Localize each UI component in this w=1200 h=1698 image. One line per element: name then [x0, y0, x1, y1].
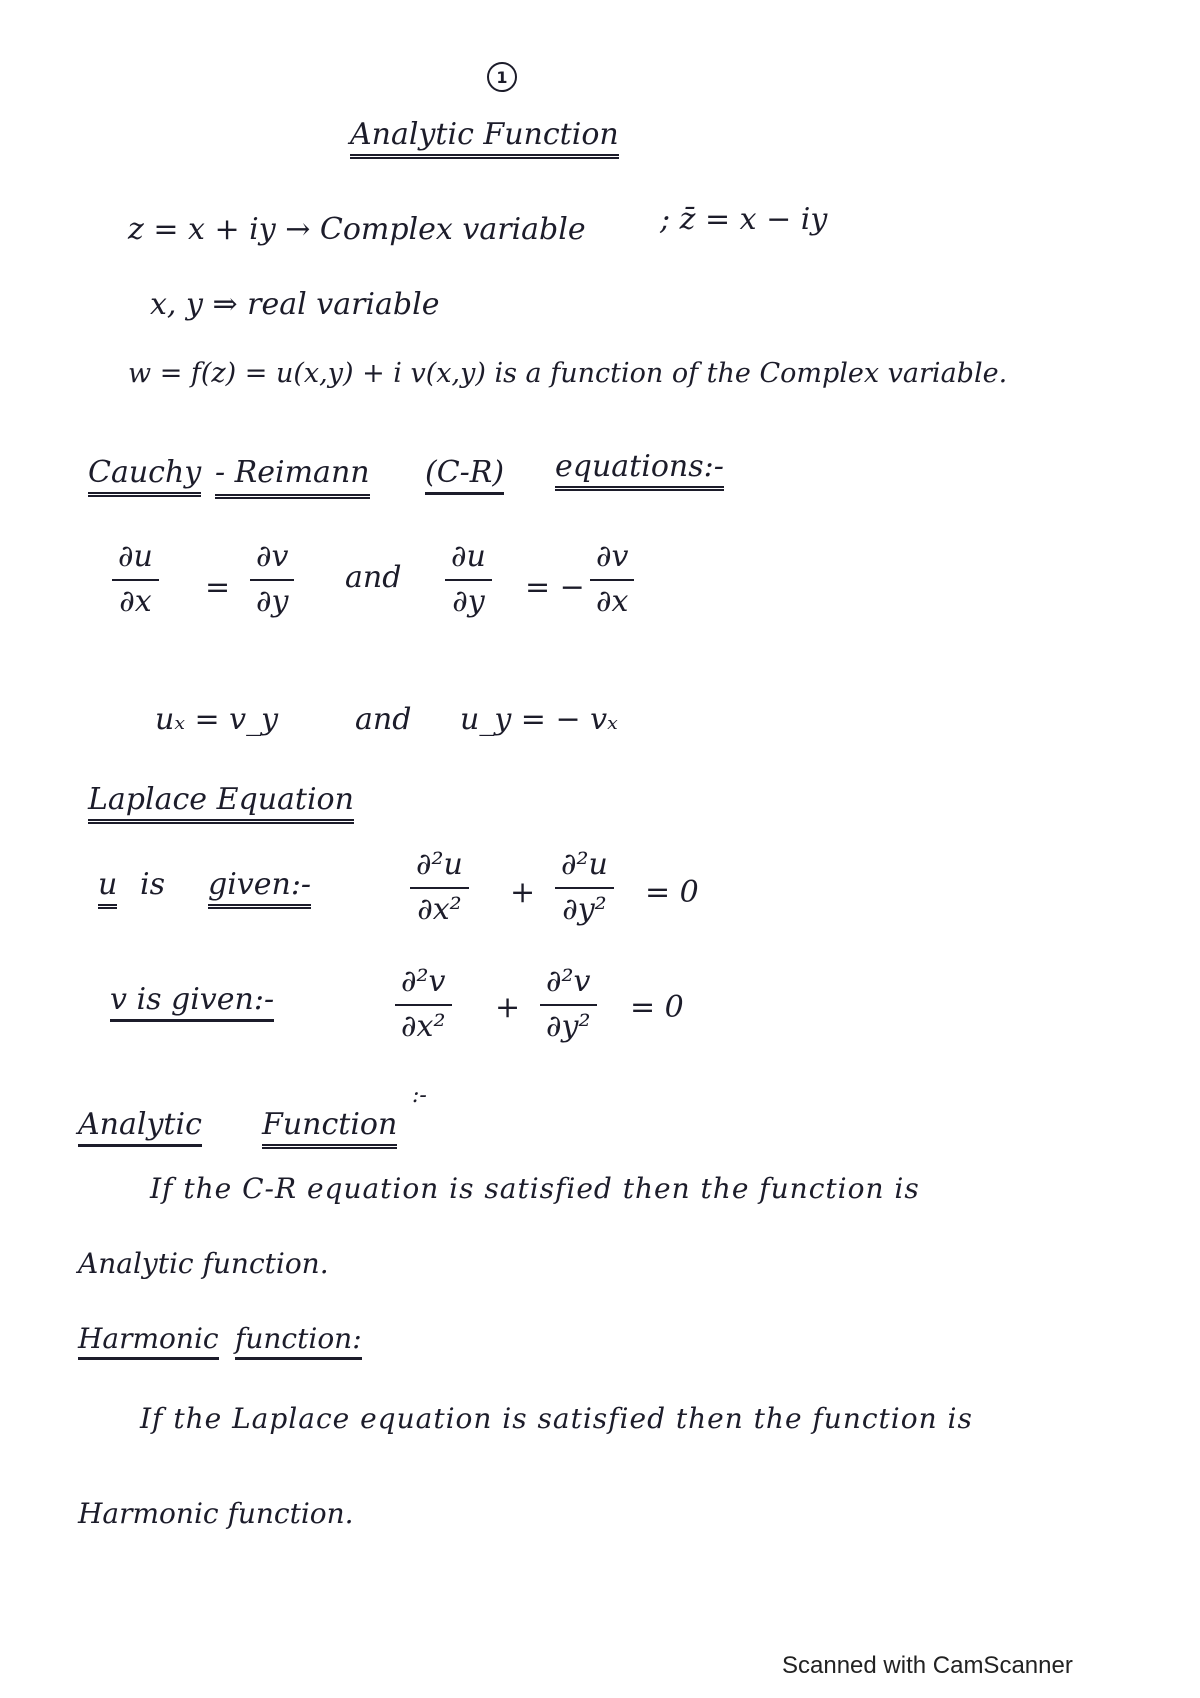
laplace-frac-den: ∂y²	[562, 891, 607, 927]
laplace-u-given: given:-	[208, 870, 311, 909]
cr-short-form-1: uₓ = v_y	[155, 702, 279, 737]
cr-frac-den: ∂y	[256, 583, 289, 619]
laplace-frac-den: ∂x²	[417, 891, 462, 927]
cr-frac-den: ∂x	[596, 583, 629, 619]
cr-equals-neg: = −	[525, 570, 585, 605]
laplace-frac-den: ∂y²	[546, 1008, 591, 1044]
laplace-u-d2x	[410, 848, 469, 927]
laplace-v-d2y	[540, 965, 597, 1044]
cr-short-and: and	[355, 702, 412, 737]
laplace-v-equals-zero: = 0	[630, 990, 684, 1025]
harmonic-heading-a: Harmonic	[78, 1325, 219, 1360]
laplace-u-plus: +	[510, 875, 536, 910]
conjugate-definition: ; z̄ = x − iy	[660, 202, 828, 237]
cr-frac-den: ∂x	[119, 583, 152, 619]
laplace-v-d2x	[395, 965, 452, 1044]
laplace-v-given: v is given:-	[110, 985, 274, 1022]
cr-heading-cauchy: Cauchy	[88, 458, 201, 497]
analytic-heading-a: Analytic	[78, 1110, 202, 1147]
laplace-u-symbol: u	[98, 870, 117, 909]
laplace-v-plus: +	[495, 990, 521, 1025]
function-definition: w = f(z) = u(x,y) + i v(x,y) is a function of the Complex variable.	[128, 358, 1008, 389]
cr-frac-dv-dy	[250, 540, 294, 619]
cr-frac-dv-dx	[590, 540, 634, 619]
cr-short-form-2: u_y = − vₓ	[460, 702, 618, 737]
harmonic-text-line1: If the Laplace equation is satisfied then the function is	[140, 1402, 973, 1435]
harmonic-text-line2: Harmonic function.	[78, 1497, 354, 1530]
page-number: 1	[487, 62, 517, 92]
cr-frac-den: ∂y	[452, 583, 485, 619]
cr-frac-num: ∂u	[445, 540, 492, 581]
cr-heading-reimann	[215, 455, 370, 490]
analytic-text-line1: If the C-R equation is satisfied then the function is	[150, 1172, 920, 1205]
analytic-heading-b: Function	[262, 1110, 397, 1149]
laplace-u-equals-zero: = 0	[645, 875, 699, 910]
cr-heading-equations: equations:-	[555, 452, 724, 491]
laplace-frac-num: ∂²v	[540, 965, 597, 1006]
laplace-frac-den: ∂x²	[401, 1008, 446, 1044]
cr-frac-num: ∂v	[250, 540, 294, 581]
laplace-heading: Laplace Equation	[88, 785, 354, 824]
cr-frac-num: ∂u	[112, 540, 159, 581]
cr-heading-abbrev: (C-R)	[425, 458, 504, 495]
laplace-frac-num: ∂²v	[395, 965, 452, 1006]
cr-frac-num: ∂v	[590, 540, 634, 581]
camscanner-watermark: Scanned with CamScanner	[782, 1652, 1073, 1679]
harmonic-heading-b: function:	[235, 1325, 362, 1360]
analytic-text-line2: Analytic function.	[78, 1247, 329, 1280]
laplace-frac-num: ∂²u	[410, 848, 469, 889]
laplace-frac-num: ∂²u	[555, 848, 614, 889]
cr-and: and	[345, 560, 402, 595]
real-variable-definition: x, y ⇒ real variable	[150, 287, 440, 322]
laplace-u-is: is	[140, 867, 165, 902]
cr-frac-du-dy	[445, 540, 492, 619]
analytic-heading-tail: :-	[412, 1083, 427, 1108]
page-title: Analytic Function	[350, 120, 619, 159]
cr-heading-reimann-text: - Reimann	[215, 455, 370, 499]
cr-frac-du-dx	[112, 540, 159, 619]
laplace-u-d2y	[555, 848, 614, 927]
complex-variable-definition: z = x + iy → Complex variable	[128, 212, 586, 247]
cr-equals-1: =	[205, 570, 231, 605]
